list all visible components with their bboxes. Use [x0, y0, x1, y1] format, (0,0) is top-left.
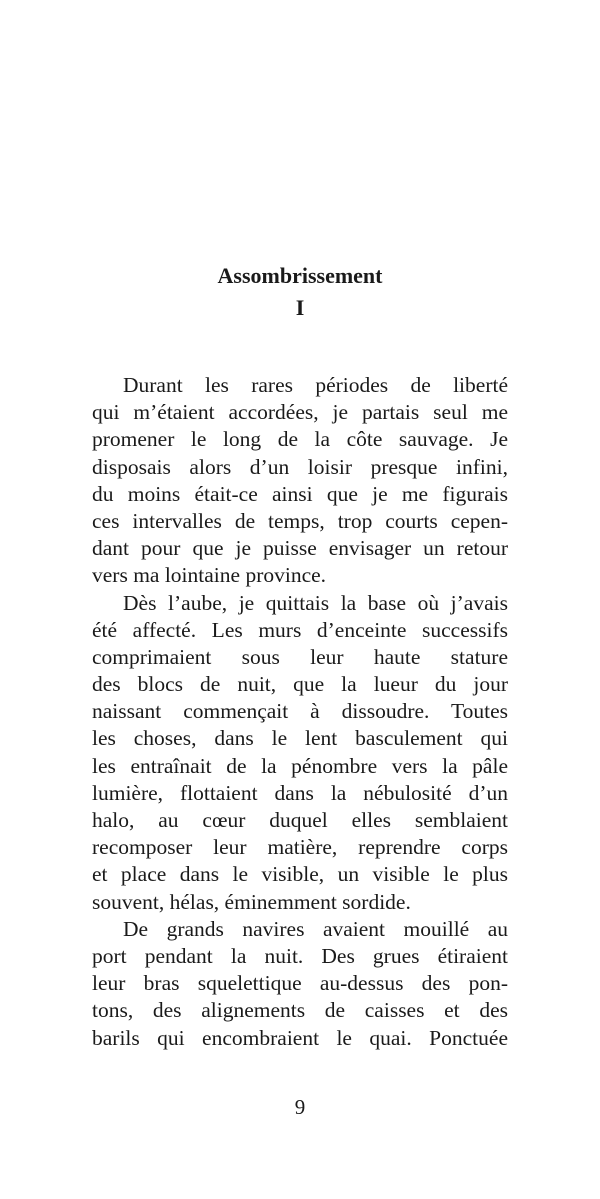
- text-line: vers ma lointaine province.: [92, 563, 327, 588]
- text-line: lumière, flottaient dans la nébulosité d’un: [92, 780, 508, 805]
- text-line: été affecté. Les murs d’enceinte successifs: [92, 617, 508, 642]
- text-line: comprimaient sous leur haute stature: [92, 644, 508, 669]
- text-line: des blocs de nuit, que la lueur du jour: [92, 672, 508, 697]
- text-line: les choses, dans le lent basculement qui: [92, 726, 508, 751]
- text-line: disposais alors d’un loisir presque infini,: [92, 454, 508, 479]
- text-line: De grands navires avaient mouillé au: [123, 916, 508, 941]
- text-line: Durant les rares périodes de liberté: [123, 373, 508, 397]
- text-line: leur bras squelettique au-dessus des pon-: [92, 971, 508, 996]
- body-text: [92, 372, 508, 1052]
- text-line: port pendant la nuit. Des grues étiraient: [92, 943, 508, 968]
- text-line: qui m’étaient accordées, je partais seul me: [92, 400, 508, 425]
- text-line: recomposer leur matière, reprendre corps: [92, 835, 508, 860]
- text-line: halo, au cœur duquel elles semblaient: [92, 808, 508, 832]
- text-line: ces intervalles de temps, trop courts cepen-: [92, 508, 508, 533]
- text-line: du moins était-ce ainsi que je me figurais: [92, 481, 508, 506]
- text-line: souvent, hélas, éminemment sordide.: [92, 889, 411, 914]
- page-number: 9: [294, 1095, 306, 1119]
- text-line: barils qui encombraient le quai. Ponctuée: [92, 1025, 508, 1050]
- text-line: dant pour que je puisse envisager un retour: [92, 536, 508, 561]
- text-line: Dès l’aube, je quittais la base où j’avais: [123, 590, 508, 615]
- text-line: tons, des alignements de caisses et des: [92, 998, 508, 1023]
- chapter-number: I: [295, 295, 305, 320]
- text-line: les entraînait de la pénombre vers la pâle: [92, 753, 508, 778]
- text-line: promener le long de la côte sauvage. Je: [92, 427, 508, 452]
- text-line: naissant commençait à dissoudre. Toutes: [92, 699, 508, 724]
- chapter-title: Assombrissement: [217, 263, 383, 288]
- text-line: et place dans le visible, un visible le plus: [92, 862, 508, 887]
